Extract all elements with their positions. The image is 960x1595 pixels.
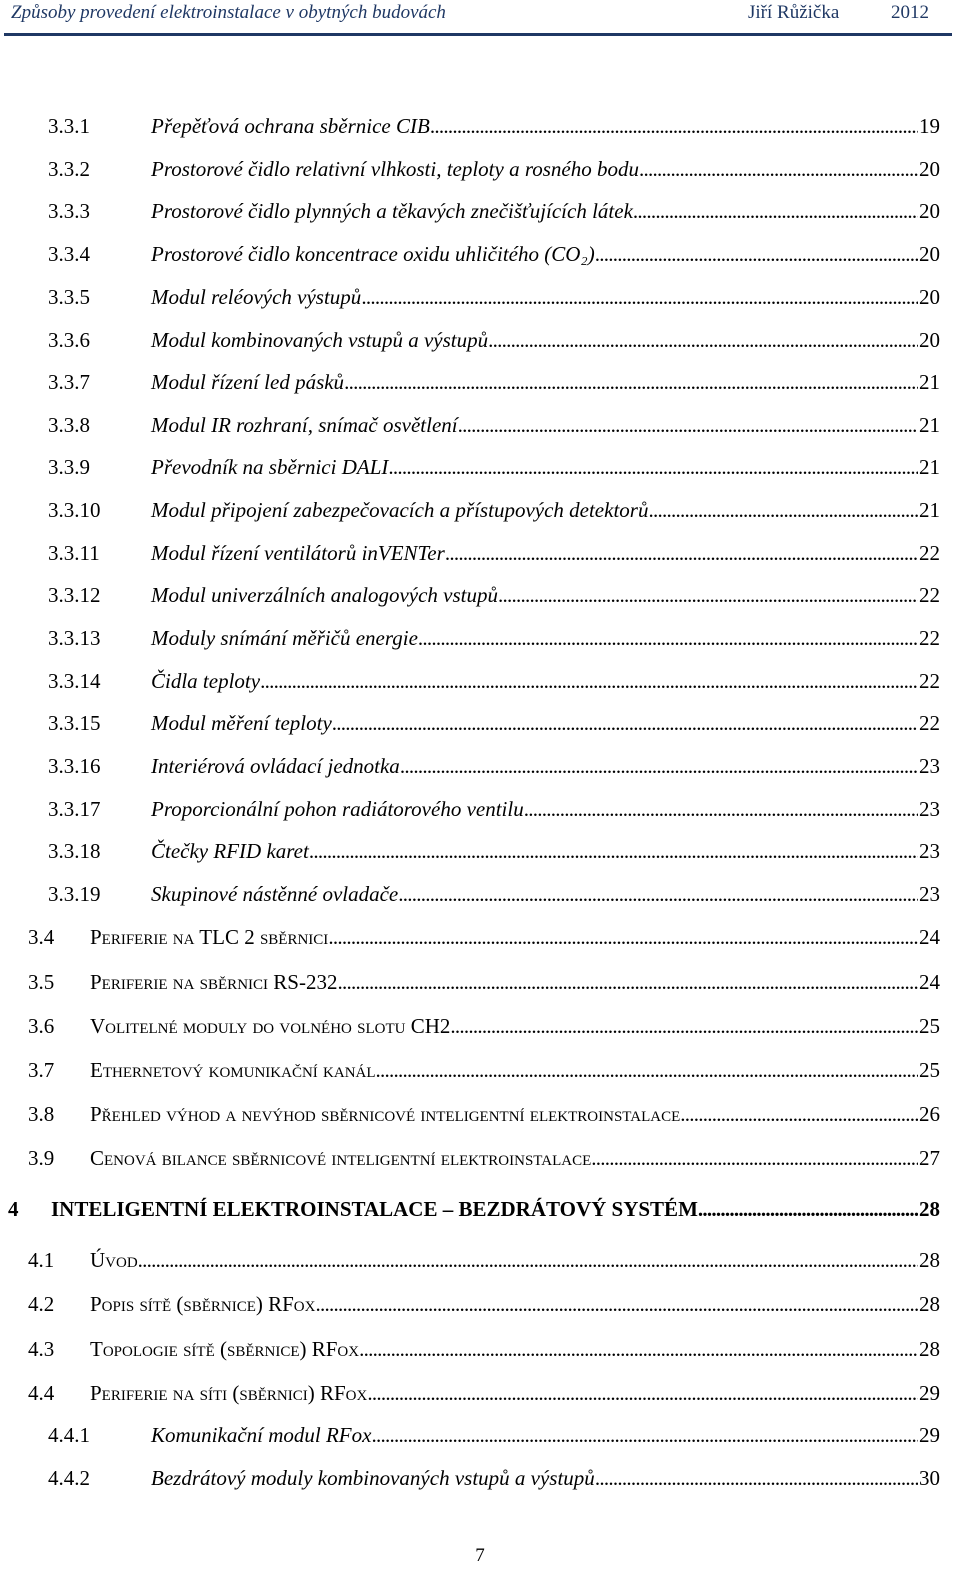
toc-number: 3.3.15 — [48, 711, 101, 735]
toc-number: 3.4 — [28, 925, 55, 949]
toc-entry[interactable] — [28, 1289, 940, 1319]
toc-leader — [498, 580, 918, 610]
toc-page: 21 — [919, 498, 940, 522]
toc-label: Čidla teploty — [151, 669, 261, 693]
toc-label: Modul připojení zabezpečovacích a přístupových detektorů — [151, 498, 649, 522]
header-divider — [4, 33, 952, 36]
toc-page: 28 — [919, 1248, 940, 1272]
toc-leader — [680, 1099, 918, 1129]
toc-number: 3.3.2 — [48, 157, 90, 181]
toc-number: 4.4.1 — [48, 1423, 90, 1447]
toc-label: Proporcionální pohon radiátorového ventilu — [151, 797, 524, 821]
toc-page: 19 — [919, 114, 940, 138]
toc-entry[interactable] — [48, 154, 940, 184]
toc-leader — [698, 1194, 918, 1224]
toc-entry[interactable] — [48, 879, 940, 909]
toc-leader — [367, 1378, 918, 1408]
toc-number: 4.4 — [28, 1381, 55, 1405]
toc-label: Modul IR rozhraní, snímač osvětlení — [151, 413, 458, 437]
toc-label: Prostorové čidlo relativní vlhkosti, teploty a rosného bodu — [151, 157, 639, 181]
toc-page: 22 — [919, 669, 940, 693]
toc-entry[interactable] — [48, 1420, 940, 1450]
toc-entry[interactable] — [28, 922, 940, 952]
toc-page: 21 — [919, 370, 940, 394]
toc-leader — [332, 708, 918, 738]
toc-number: 3.3.4 — [48, 242, 90, 266]
toc-leader — [639, 154, 918, 184]
toc-label: Prostorové čidlo koncentrace oxidu uhličitého (CO₂) — [151, 242, 595, 266]
toc-label: Periferie na TLC 2 sběrnici — [90, 925, 329, 949]
toc-leader — [361, 282, 918, 312]
toc-leader — [359, 1334, 918, 1364]
toc-label: Modul měření teploty — [151, 711, 332, 735]
toc-leader — [450, 1011, 918, 1041]
toc-page: 23 — [919, 797, 940, 821]
toc-entry[interactable] — [48, 111, 940, 141]
toc-entry[interactable] — [28, 1055, 940, 1085]
toc-page: 22 — [919, 583, 940, 607]
toc-leader — [260, 666, 918, 696]
toc-page: 24 — [919, 970, 940, 994]
toc-entry[interactable] — [28, 1011, 940, 1041]
toc-page: 24 — [919, 925, 940, 949]
toc-page: 21 — [919, 455, 940, 479]
toc-entry[interactable] — [48, 410, 940, 440]
toc-label: Topologie sítě (sběrnice) RFox — [90, 1337, 360, 1361]
toc-entry[interactable] — [48, 708, 940, 738]
toc-leader — [595, 1463, 918, 1493]
toc-number: 3.3.1 — [48, 114, 90, 138]
toc-leader — [398, 879, 918, 909]
toc-entry[interactable] — [48, 282, 940, 312]
toc-number: 3.3.10 — [48, 498, 101, 522]
toc-number: 4.4.2 — [48, 1466, 90, 1490]
toc-entry[interactable] — [48, 580, 940, 610]
toc-label: Modul kombinovaných vstupů a výstupů — [151, 328, 489, 352]
toc-entry[interactable] — [8, 1194, 940, 1224]
toc-label: Úvod — [90, 1248, 138, 1272]
toc-page: 23 — [919, 839, 940, 863]
toc-number: 3.5 — [28, 970, 55, 994]
toc-number: 3.3.16 — [48, 754, 101, 778]
toc-number: 3.3.12 — [48, 583, 101, 607]
toc-number: 3.3.14 — [48, 669, 101, 693]
toc-entry[interactable] — [48, 623, 940, 653]
toc-page: 20 — [919, 157, 940, 181]
document-title: Způsoby provedení elektroinstalace v obytných budovách — [11, 2, 446, 23]
toc-label: Převodník na sběrnici DALI — [151, 455, 389, 479]
toc-label: Prostorové čidlo plynných a těkavých znečišťujících látek — [151, 199, 633, 223]
toc-label: Ethernetový komunikační kanál — [90, 1058, 376, 1082]
toc-label: Bezdrátový moduly kombinovaných vstupů a výstupů — [151, 1466, 595, 1490]
toc-entry[interactable] — [48, 794, 940, 824]
toc-label: Periferie na sběrnici RS-232 — [90, 970, 338, 994]
toc-number: 3.3.18 — [48, 839, 101, 863]
toc-entry[interactable] — [28, 1334, 940, 1364]
toc-entry[interactable] — [48, 836, 940, 866]
toc-leader — [445, 538, 918, 568]
author-name: Jiří Růžička — [748, 2, 840, 23]
toc-entry[interactable] — [28, 967, 940, 997]
toc-entry[interactable] — [48, 666, 940, 696]
toc-leader — [328, 922, 918, 952]
toc-label: Moduly snímání měřičů energie — [151, 626, 418, 650]
toc-number: 3.3.6 — [48, 328, 90, 352]
toc-page: 29 — [919, 1381, 940, 1405]
toc-number: 3.3.5 — [48, 285, 90, 309]
toc-page: 25 — [919, 1058, 940, 1082]
toc-entry[interactable] — [28, 1245, 940, 1275]
toc-page: 20 — [919, 199, 940, 223]
toc-number: 4 — [8, 1197, 19, 1221]
toc-leader — [371, 1420, 918, 1450]
toc-leader — [524, 794, 918, 824]
toc-page: 29 — [919, 1423, 940, 1447]
toc-page: 28 — [919, 1337, 940, 1361]
toc-entry[interactable] — [48, 325, 940, 355]
toc-label: Interiérová ovládací jednotka — [151, 754, 400, 778]
toc-number: 3.3.11 — [48, 541, 100, 565]
toc-page: 26 — [919, 1102, 940, 1126]
toc-number: 4.3 — [28, 1337, 55, 1361]
toc-label: Popis sítě (sběrnice) RFox — [90, 1292, 316, 1316]
toc-leader — [388, 452, 918, 482]
toc-leader — [315, 1289, 918, 1319]
toc-leader — [458, 410, 918, 440]
toc-leader — [595, 239, 918, 269]
toc-page: 22 — [919, 541, 940, 565]
toc-label: Přepěťová ochrana sběrnice CIB — [151, 114, 430, 138]
toc-entry[interactable] — [28, 1099, 940, 1129]
toc-entry[interactable] — [28, 1143, 940, 1173]
page-header — [0, 0, 960, 40]
toc-label: Cenová bilance sběrnicové inteligentní elektroinstalace — [90, 1146, 592, 1170]
toc-label: Skupinové nástěnné ovladače — [151, 882, 399, 906]
toc-page: 22 — [919, 626, 940, 650]
toc-leader — [418, 623, 918, 653]
toc-page: 28 — [919, 1197, 940, 1221]
toc-leader — [309, 836, 918, 866]
toc-leader — [337, 967, 918, 997]
toc-number: 3.3.3 — [48, 199, 90, 223]
toc-page: 23 — [919, 882, 940, 906]
page-number: 7 — [475, 1545, 485, 1566]
toc-page: 22 — [919, 711, 940, 735]
toc-entry[interactable] — [28, 1378, 940, 1408]
toc-number: 3.3.17 — [48, 797, 101, 821]
document-year: 2012 — [891, 2, 929, 23]
toc-number: 3.8 — [28, 1102, 55, 1126]
toc-label: Komunikační modul RFox — [151, 1423, 372, 1447]
toc-entry[interactable] — [48, 538, 940, 568]
toc-label: Volitelné moduly do volného slotu CH2 — [90, 1014, 451, 1038]
toc-leader — [591, 1143, 918, 1173]
toc-number: 3.3.19 — [48, 882, 101, 906]
toc-entry[interactable] — [48, 196, 940, 226]
toc-number: 4.2 — [28, 1292, 55, 1316]
toc-number: 3.6 — [28, 1014, 55, 1038]
toc-leader — [430, 111, 918, 141]
toc-label: Modul řízení ventilátorů inVENTer — [151, 541, 445, 565]
toc-number: 3.9 — [28, 1146, 55, 1170]
toc-entry[interactable] — [48, 495, 940, 525]
toc-number: 3.3.13 — [48, 626, 101, 650]
toc-number: 3.3.8 — [48, 413, 90, 437]
toc-number: 3.7 — [28, 1058, 55, 1082]
toc-entry[interactable] — [48, 1463, 940, 1493]
toc-leader — [488, 325, 918, 355]
toc-entry[interactable] — [48, 452, 940, 482]
toc-label: Čtečky RFID karet — [151, 839, 309, 863]
toc-leader — [400, 751, 918, 781]
toc-entry[interactable] — [48, 239, 940, 269]
toc-number: 3.3.7 — [48, 370, 90, 394]
toc-label: Periferie na síti (sběrnici) RFox — [90, 1381, 368, 1405]
toc-page: 30 — [919, 1466, 940, 1490]
toc-number: 4.1 — [28, 1248, 55, 1272]
toc-page: 25 — [919, 1014, 940, 1038]
toc-label: Přehled výhod a nevýhod sběrnicové inteligentní elektroinstalace — [90, 1102, 681, 1126]
toc-number: 3.3.9 — [48, 455, 90, 479]
toc-page: 20 — [919, 242, 940, 266]
toc-label: Modul univerzálních analogových vstupů — [151, 583, 499, 607]
toc-entry[interactable] — [48, 751, 940, 781]
toc-page: 28 — [919, 1292, 940, 1316]
toc-page: 27 — [919, 1146, 940, 1170]
toc-label: Modul řízení led pásků — [151, 370, 345, 394]
toc-label: Modul reléových výstupů — [151, 285, 362, 309]
toc-leader — [376, 1055, 918, 1085]
toc-page: 20 — [919, 328, 940, 352]
toc-leader — [633, 196, 918, 226]
toc-leader — [648, 495, 918, 525]
toc-page: 23 — [919, 754, 940, 778]
toc-leader — [344, 367, 918, 397]
toc-label: INTELIGENTNÍ ELEKTROINSTALACE – BEZDRÁTOVÝ SYSTÉM — [51, 1197, 698, 1221]
toc-entry[interactable] — [48, 367, 940, 397]
toc-leader — [138, 1245, 918, 1275]
toc-page: 20 — [919, 285, 940, 309]
toc-page: 21 — [919, 413, 940, 437]
